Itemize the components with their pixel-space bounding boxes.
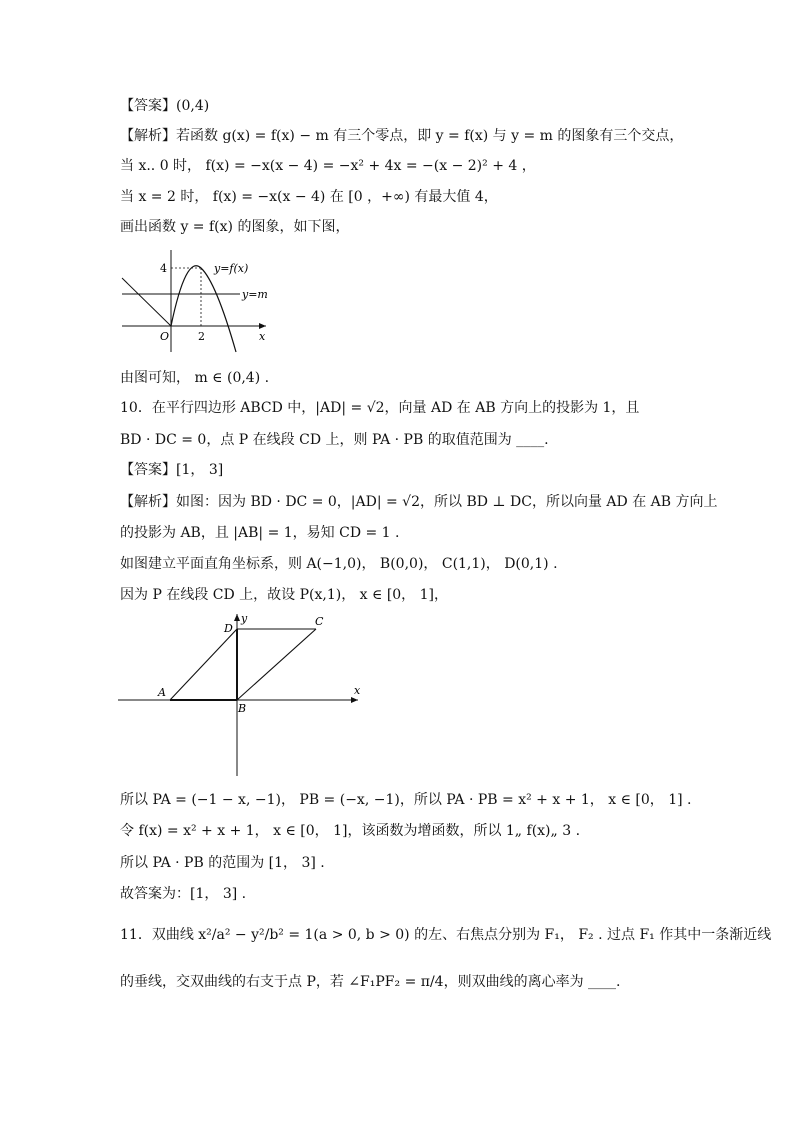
segment-CB <box>237 629 316 700</box>
tick-label-4: 4 <box>160 262 167 275</box>
tick-label-2: 2 <box>198 330 205 343</box>
left-branch-line <box>122 278 171 326</box>
q10-parallelogram-figure <box>118 610 368 780</box>
q10-stem-line-1: 10．在平行四边形 ABCD 中，|AD| = √2，向量 AD 在 AB 方向上的投影为 1，且 <box>120 400 640 416</box>
q9-analysis-line-3: 当 x = 2 时， f(x) = −x(x − 4) 在 [0 ，+∞) 有最大值 4， <box>120 189 498 205</box>
q9-conclusion: 由图可知， m ∈ (0,4) . <box>120 370 270 386</box>
q11-stem-line-1: 11．双曲线 x²/a² − y²/b² = 1(a > 0, b > 0) 的左、右焦点分别为 F₁， F₂ . 过点 F₁ 作其中一条渐近线 <box>120 927 772 943</box>
x-axis-label: x <box>354 684 361 697</box>
q9-analysis-line-4: 画出函数 y = f(x) 的图象，如下图， <box>120 219 350 235</box>
y-axis-label: y <box>241 612 248 625</box>
q10-analysis-line-5: 所以 PA = (−1 − x, −1)， PB = (−x, −1)，所以 PA · PB = x² + x + 1， x ∈ [0， 1] . <box>120 792 692 808</box>
point-label-D: D <box>224 622 233 635</box>
label-y-m: y=m <box>242 288 268 301</box>
q10-analysis-line-6: 令 f(x) = x² + x + 1， x ∈ [0， 1]，该函数为增函数，所以 1„ f(x)„ 3 . <box>120 823 581 839</box>
q9-function-graph <box>116 248 276 356</box>
point-label-A: A <box>158 686 166 699</box>
q10-final-answer: 故答案为：[1， 3] . <box>120 886 247 902</box>
q9-analysis-line-1: 【解析】若函数 g(x) = f(x) − m 有三个零点，即 y = f(x) 与 y = m 的图象有三个交点， <box>120 128 684 144</box>
q10-analysis-line-3: 如图建立平面直角坐标系，则 A(−1,0)， B(0,0)， C(1,1)， D(0,1) . <box>120 556 558 572</box>
q11-stem-line-2: 的垂线，交双曲线的右支于点 P，若 ∠F₁PF₂ = π/4，则双曲线的离心率为 ____. <box>120 974 621 990</box>
point-label-B: B <box>238 702 247 715</box>
x-axis-label: x <box>259 330 266 343</box>
q10-stem-line-2: BD · DC = 0，点 P 在线段 CD 上，则 PA · PB 的取值范围为 ____. <box>120 432 549 448</box>
origin-label: O <box>160 330 170 343</box>
q10-analysis-line-1: 【解析】如图：因为 BD · DC = 0，|AD| = √2，所以 BD ⊥ DC，所以向量 AD 在 AB 方向上 <box>120 494 718 510</box>
q10-analysis-line-7: 所以 PA · PB 的范围为 [1， 3] . <box>120 855 325 871</box>
q9-answer: 【答案】(0,4) <box>120 98 210 114</box>
point-label-C: C <box>315 615 324 628</box>
y-axis-arrow-icon <box>234 614 240 621</box>
q9-analysis-line-2: 当 x.. 0 时， f(x) = −x(x − 4) = −x² + 4x = −(x − 2)² + 4 ， <box>120 158 536 174</box>
q10-analysis-line-4: 因为 P 在线段 CD 上，故设 P(x,1)， x ∈ [0， 1]， <box>120 587 449 603</box>
segment-AD <box>170 629 237 700</box>
q10-answer: 【答案】[1， 3] <box>120 462 224 478</box>
x-axis-arrow-icon <box>351 697 358 703</box>
x-axis-arrow-icon <box>259 323 266 329</box>
q10-analysis-line-2: 的投影为 AB，且 |AB| = 1，易知 CD = 1 . <box>120 525 400 541</box>
label-y-fx: y=f(x) <box>214 262 249 275</box>
